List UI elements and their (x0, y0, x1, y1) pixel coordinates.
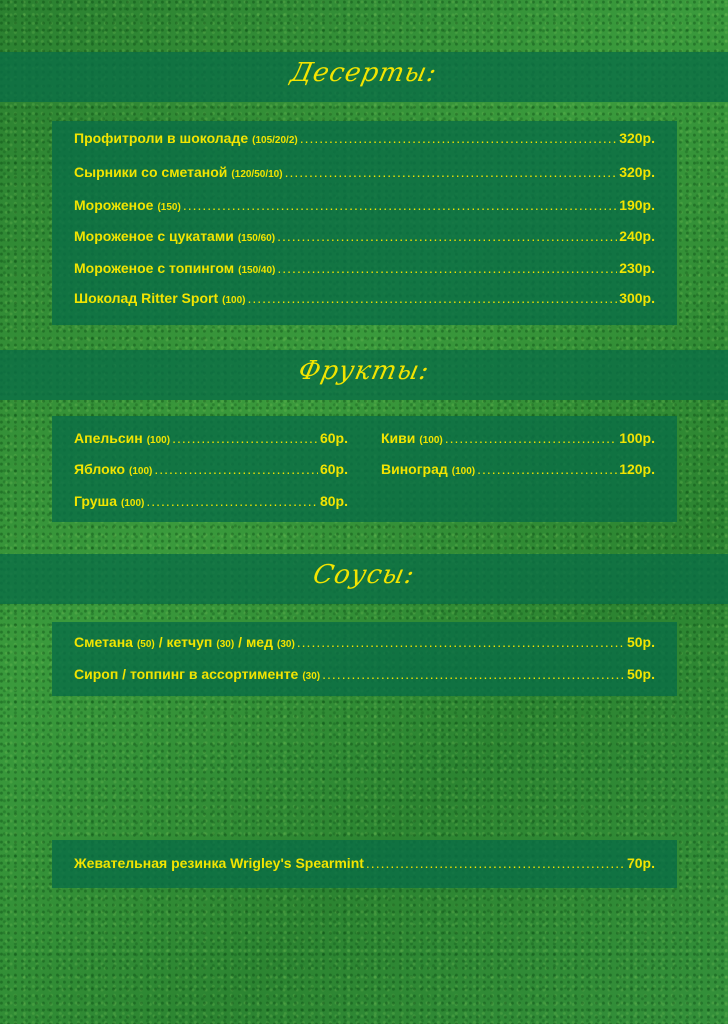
item-name: Груша (74, 493, 118, 509)
leader-dots (445, 430, 617, 446)
item-weight: (100) (129, 466, 153, 477)
item-name: Мороженое (74, 197, 154, 213)
item-weight: (50) (136, 639, 155, 650)
item-name: Шоколад Ritter Sport (74, 290, 219, 306)
leader-dots (277, 260, 617, 276)
sauces-title: Соусы: (310, 560, 418, 590)
item-weight: (100) (121, 498, 145, 509)
menu-item-grapes (381, 461, 655, 477)
item-price: 80р. (319, 493, 348, 509)
item-price: 70р. (626, 855, 655, 871)
menu-item-chewing-gum (74, 855, 655, 871)
item-name: Мороженое с топингом (74, 260, 235, 276)
item-name: Киви (381, 430, 416, 446)
menu-item-ice-cream-candied (74, 228, 655, 244)
item-name: Жевательная резинка Wrigley's Spearmint (74, 855, 364, 871)
item-price: 100р. (619, 430, 655, 446)
item-price: 230р. (619, 260, 655, 276)
menu-item-apple (74, 461, 348, 477)
item-price: 320р. (619, 164, 655, 180)
item-name: Виноград (381, 461, 448, 477)
item-weight-2: (30) (216, 639, 235, 650)
menu-item-profiteroles (74, 130, 655, 146)
item-price: 190р. (619, 197, 655, 213)
menu-item-syrniki (74, 164, 655, 180)
item-name: Сметана (74, 634, 133, 650)
item-name: Яблоко (74, 461, 125, 477)
item-weight: (150) (157, 202, 181, 213)
menu-item-pear (74, 493, 348, 509)
item-weight: (100) (451, 466, 476, 477)
item-name: Сироп / топпинг в ассортименте (74, 666, 299, 682)
item-weight: (30) (302, 671, 321, 682)
item-name: Апельсин (74, 430, 143, 446)
leader-dots (477, 461, 617, 477)
menu-item-ritter-sport (74, 290, 655, 306)
leader-dots (154, 461, 318, 477)
item-weight: (105/20/2) (252, 135, 298, 146)
item-name: Мороженое с цукатами (74, 228, 234, 244)
leader-dots (146, 493, 318, 509)
item-weight-3: (30) (276, 639, 295, 650)
item-weight: (120/50/10) (231, 169, 283, 180)
item-name-2: / кетчуп (158, 634, 213, 650)
menu-item-ice-cream (74, 197, 655, 213)
item-price: 60р. (319, 461, 348, 477)
item-price: 320р. (619, 130, 655, 146)
leader-dots (322, 666, 625, 682)
item-price: 240р. (619, 228, 655, 244)
menu-item-ice-cream-topping (74, 260, 655, 276)
item-weight: (150/60) (237, 233, 276, 244)
leader-dots (297, 634, 625, 650)
item-weight: (150/40) (238, 265, 276, 276)
item-name: Профитроли в шоколаде (74, 130, 249, 146)
leader-dots (247, 290, 617, 306)
item-price: 300р. (619, 290, 655, 306)
desserts-title: Десерты: (287, 58, 441, 88)
item-price: 60р. (319, 430, 348, 446)
menu-item-orange (74, 430, 348, 446)
fruits-title: Фрукты: (295, 356, 433, 386)
item-weight: (100) (146, 435, 171, 446)
item-price: 120р. (619, 461, 655, 477)
leader-dots (300, 130, 617, 146)
leader-dots (285, 164, 618, 180)
leader-dots (172, 430, 318, 446)
item-name-3: / мед (238, 634, 273, 650)
item-weight: (100) (419, 435, 443, 446)
menu-item-kiwi (381, 430, 655, 446)
item-name: Сырники со сметаной (74, 164, 228, 180)
item-price: 50р. (626, 666, 655, 682)
menu-item-sour-cream-ketchup-honey (74, 634, 655, 650)
menu-item-syrup-topping (74, 666, 655, 682)
leader-dots (366, 855, 625, 871)
leader-dots (183, 197, 617, 213)
item-price: 50р. (626, 634, 655, 650)
item-weight: (100) (222, 295, 246, 306)
leader-dots (277, 228, 617, 244)
